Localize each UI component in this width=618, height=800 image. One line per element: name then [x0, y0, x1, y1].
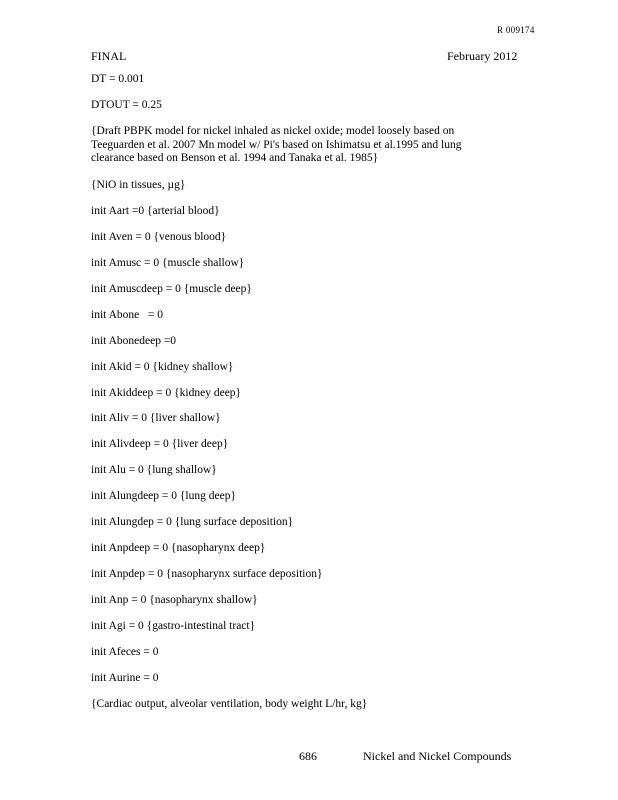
- document-id: R 009174: [497, 25, 535, 35]
- init-line: init Aven = 0 {venous blood}: [91, 231, 227, 243]
- page-number: 686: [299, 749, 317, 763]
- footer-title: Nickel and Nickel Compounds: [363, 749, 512, 763]
- init-line: init Alivdeep = 0 {liver deep}: [91, 438, 229, 450]
- dtout-line: DTOUT = 0.25: [91, 99, 162, 111]
- init-line: init Anp = 0 {nasopharynx shallow}: [91, 594, 258, 606]
- init-line: init Alungdeep = 0 {lung deep}: [91, 490, 236, 502]
- init-line: init Abone = 0: [91, 309, 163, 321]
- model-comment-line: {Draft PBPK model for nickel inhaled as nickel oxide; model loosely based on: [91, 125, 455, 137]
- init-line: init Amusc = 0 {muscle shallow}: [91, 257, 245, 269]
- init-line: init Aart =0 {arterial blood}: [91, 205, 220, 217]
- model-comment-line: Teeguarden et al. 2007 Mn model w/ Pi's based on Ishimatsu et al.1995 and lung: [91, 138, 462, 151]
- dt-line: DT = 0.001: [91, 73, 145, 85]
- init-line: init Agi = 0 {gastro-intestinal tract}: [91, 620, 256, 632]
- init-line: init Aurine = 0: [91, 672, 159, 684]
- init-line: init Alu = 0 {lung shallow}: [91, 464, 217, 476]
- model-comment-line: clearance based on Benson et al. 1994 and Tanaka et al. 1985}: [91, 152, 379, 164]
- document-date: February 2012: [447, 49, 518, 63]
- cardiac-comment: {Cardiac output, alveolar ventilation, body weight L/hr, kg}: [91, 698, 368, 710]
- init-line: init Akiddeep = 0 {kidney deep}: [91, 387, 242, 399]
- init-line: init Aliv = 0 {liver shallow}: [91, 412, 221, 424]
- init-line: init Afeces = 0: [91, 646, 159, 658]
- init-line: init Anpdeep = 0 {nasopharynx deep}: [91, 542, 266, 554]
- init-line: init Akid = 0 {kidney shallow}: [91, 361, 234, 373]
- init-line: init Alungdep = 0 {lung surface deposition}: [91, 516, 294, 528]
- init-line: init Amuscdeep = 0 {muscle deep}: [91, 283, 252, 295]
- tissue-comment: {NiO in tissues, µg}: [91, 179, 186, 191]
- init-line: init Abonedeep =0: [91, 335, 177, 347]
- document-status: FINAL: [91, 49, 127, 63]
- model-comment: [91, 125, 491, 166]
- init-line: init Anpdep = 0 {nasopharynx surface deposition}: [91, 568, 323, 580]
